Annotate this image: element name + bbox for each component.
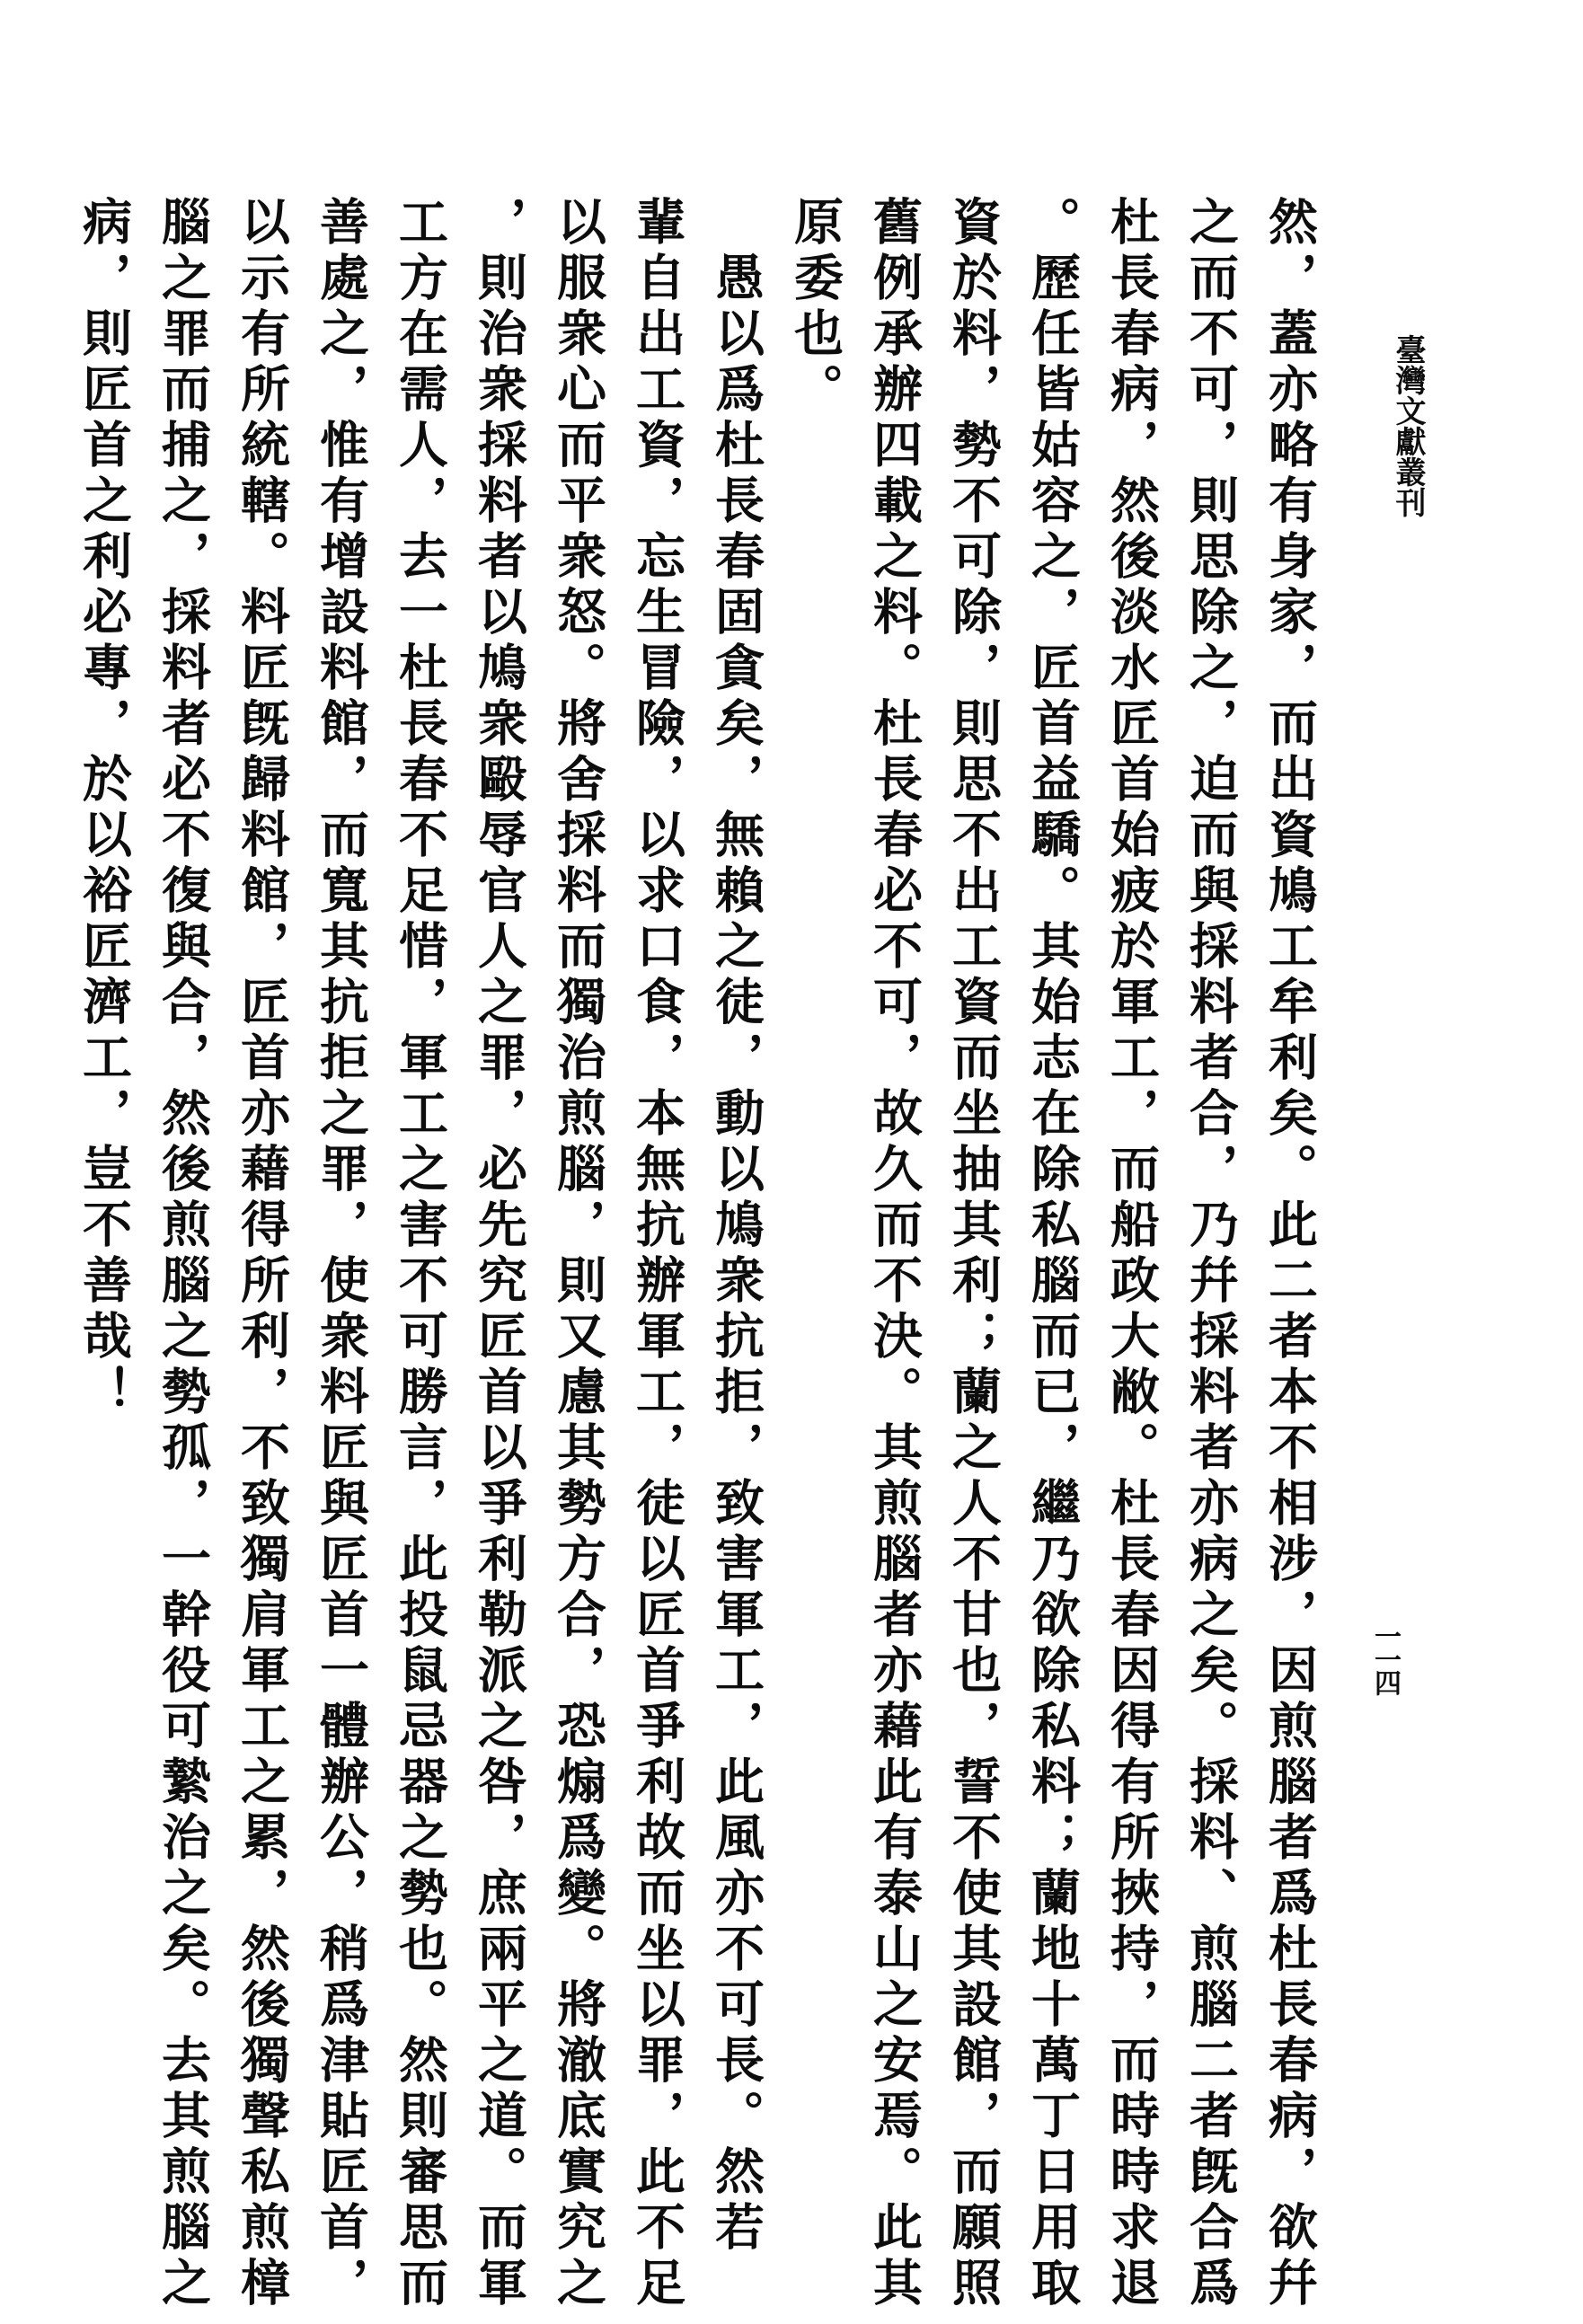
text-column: 輩自出工資，忘生冒險，以求口食，本無抗辦軍工，徒以匠首爭利故而坐以罪，此不足 — [629, 196, 684, 2312]
series-title: 臺灣文獻叢刊 — [1391, 334, 1424, 517]
text-column: 以服衆心而平衆怒。將舍採料而獨治煎腦，則又慮其勢方合，恐煽爲變。將澈底實究之 — [550, 196, 605, 2312]
text-column: 工方在需人，去一杜長春不足惜，軍工之害不可勝言，此投鼠忌器之勢也。然則審思而 — [392, 196, 447, 2312]
text-column: 然，蓋亦略有身家，而出資鳩工牟利矣。此二者本不相涉，因煎腦者爲杜長春病，欲幷 — [1261, 196, 1316, 2312]
text-column: 病，則匠首之利必專，於以裕匠濟工，豈不善哉！ — [75, 196, 130, 1421]
main-text-block — [63, 196, 1328, 2316]
text-column: 原委也。 — [787, 196, 842, 419]
page-number: 一一四 — [1370, 1622, 1400, 1692]
text-column: 。歷任皆姑容之，匠首益驕。其始志在除私腦而已，繼乃欲除私料；蘭地十萬丁日用取 — [1024, 196, 1079, 2312]
text-column: 杜長春病，然後淡水匠首始疲於軍工，而船政大敝。杜長春因得有所挾持，而時時求退 — [1103, 196, 1158, 2312]
text-column: 以示有所統轄。料匠旣歸料館，匠首亦藉得所利，不致獨肩軍工之累，然後獨聲私煎樟 — [234, 196, 288, 2312]
text-column: 腦之罪而捕之，採料者必不復與合，然後煎腦之勢孤，一幹役可縶治之矣。去其煎腦之 — [155, 196, 209, 2312]
text-column: 之而不可，則思除之，迫而與採料者合，乃幷採料者亦病之矣。採料、煎腦二者旣合爲 — [1182, 196, 1237, 2312]
text-column: 舊例承辦四載之料。杜長春必不可，故久而不決。其煎腦者亦藉此有泰山之安焉。此其 — [866, 196, 921, 2312]
text-column-paragraph-start: 愚以爲杜長春固貪矣，無賴之徒，動以鳩衆抗拒，致害軍工，此風亦不可長。然若 — [708, 252, 763, 2257]
text-column: 善處之，惟有增設料館，而寬其抗拒之罪，使衆料匠與匠首一體辦公，稍爲津貼匠首， — [313, 196, 367, 2312]
text-column: 資於料，勢不可除，則思不出工資而坐抽其利；蘭之人不甘也，誓不使其設館，而願照 — [945, 196, 1000, 2312]
text-column: ，則治衆採料者以鳩衆毆辱官人之罪，必先究匠首以爭利勒派之咎，庶兩平之道。而軍 — [471, 196, 526, 2312]
